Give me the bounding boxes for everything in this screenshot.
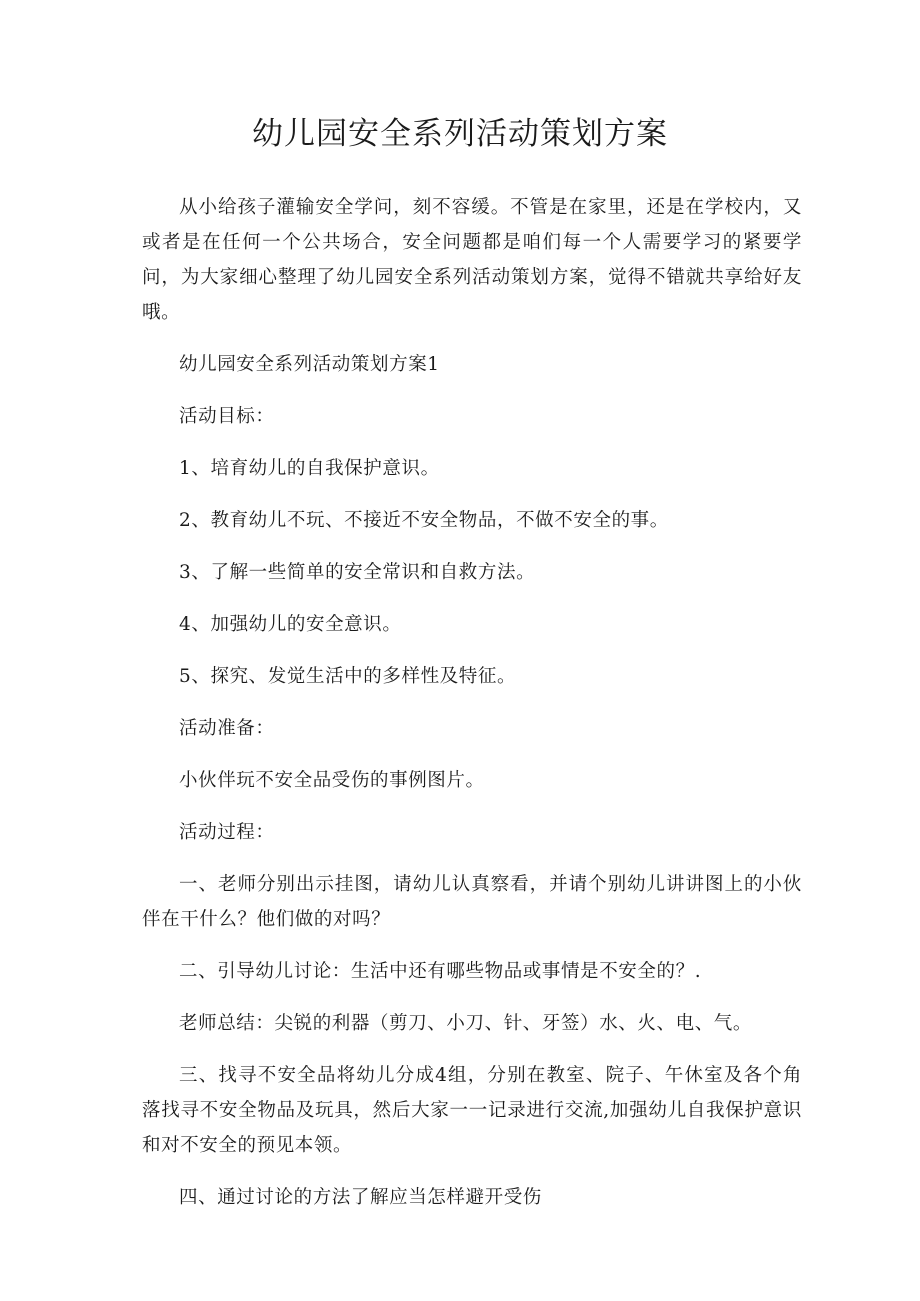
goal-item: 3、了解一些简单的安全常识和自救方法。	[179, 562, 536, 583]
teacher-summary: 老师总结：尖锐的利器（剪刀、小刀、针、牙签）水、火、电、气。	[179, 1013, 753, 1034]
goal-item: 5、探究、发觉生活中的多样性及特征。	[179, 666, 517, 687]
document-body	[142, 190, 802, 1232]
process-heading: 活动过程：	[179, 822, 275, 843]
goal-item: 4、加强幼儿的安全意识。	[179, 614, 402, 635]
goal-item: 2、教育幼儿不玩、不接近不安全物品，不做不安全的事。	[179, 510, 669, 531]
goals-heading: 活动目标：	[179, 406, 275, 427]
document-title: 幼儿园安全系列活动策划方案	[252, 116, 668, 152]
process-step: 二、引导幼儿讨论：生活中还有哪些物品或事情是不安全的？.	[179, 961, 702, 982]
intro-paragraph: 从小给孩子灌输安全学问，刻不容缓。不管是在家里，还是在学校内，又或者是在任何一个公共场合，安全问题都是咱们每一个人需要学习的紧要学问，为大家细心整理了幼儿园安全系列活动策划方案，觉得不错就共享给好友哦。	[142, 197, 802, 323]
goal-item: 1、培育幼儿的自我保护意识。	[179, 458, 440, 479]
process-step: 四、通过讨论的方法了解应当怎样避开受伤	[179, 1187, 542, 1208]
preparation-heading: 活动准备：	[179, 718, 275, 739]
preparation-text: 小伙伴玩不安全品受伤的事例图片。	[179, 770, 485, 791]
process-step: 一、老师分别出示挂图，请幼儿认真察看，并请个别幼儿讲讲图上的小伙伴在干什么？他们做的对吗？	[142, 874, 802, 930]
section-heading: 幼儿园安全系列活动策划方案1	[179, 354, 440, 375]
process-step: 三、找寻不安全品将幼儿分成4组，分别在教室、院子、午休室及各个角落找寻不安全物品及玩具，然后大家一一记录进行交流,加强幼儿自我保护意识和对不安全的预见本领。	[142, 1065, 802, 1156]
